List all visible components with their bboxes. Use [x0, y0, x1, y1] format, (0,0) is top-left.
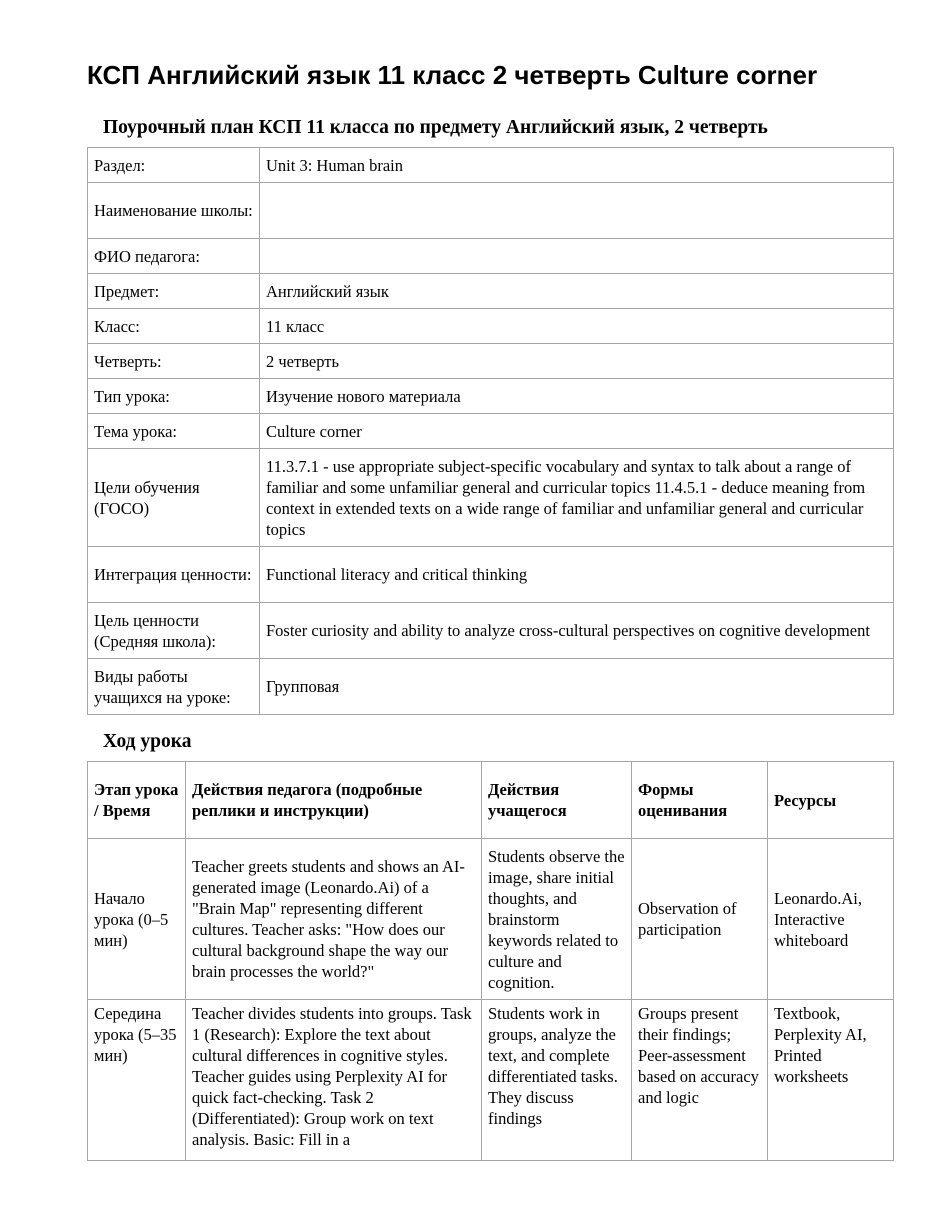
lesson-progress-table: [87, 761, 894, 1161]
lesson-progress-heading: Ход урока: [103, 731, 192, 752]
info-row-value-goal: [88, 603, 894, 659]
info-row-objectives: [88, 449, 894, 547]
info-value: Изучение нового материала: [260, 379, 894, 414]
table-row: [88, 839, 894, 1000]
info-value: [260, 239, 894, 274]
header-stage-time: Этап урока / Время: [88, 762, 186, 839]
teacher-actions-cell: Teacher greets students and shows an AI-generated image (Leonardo.Ai) of a "Brain Map" representing different cultures. Teacher asks: "How does our cultural background shape the way our brain processes the world?": [186, 839, 482, 1000]
info-row-value-integration: [88, 547, 894, 603]
info-label: Четверть:: [88, 344, 260, 379]
info-row-quarter: [88, 344, 894, 379]
info-label: ФИО педагога:: [88, 239, 260, 274]
info-value: Functional literacy and critical thinking: [260, 547, 894, 603]
info-value: Английский язык: [260, 274, 894, 309]
info-label: Цель ценности (Средняя школа):: [88, 603, 260, 659]
header-teacher-actions: Действия педагога (подробные реплики и инструкции): [186, 762, 482, 839]
assessment-cell: Observation of participation: [632, 839, 768, 1000]
info-label: Предмет:: [88, 274, 260, 309]
info-value: 11.3.7.1 - use appropriate subject-specific vocabulary and syntax to talk about a range of familiar and some unfamiliar general and curricular topics 11.4.5.1 - deduce meaning from context in extended texts on a wide range of familiar and unfamiliar general and curricular topics: [260, 449, 894, 547]
info-label: Интеграция ценности:: [88, 547, 260, 603]
page-title: КСП Английский язык 11 класс 2 четверть Culture corner: [87, 60, 818, 90]
stage-cell: Середина урока (5–35 мин): [88, 1000, 186, 1161]
resources-cell: Leonardo.Ai, Interactive whiteboard: [768, 839, 894, 1000]
info-row-section: [88, 148, 894, 183]
info-label: Виды работы учащихся на уроке:: [88, 659, 260, 715]
info-row-school: [88, 183, 894, 239]
info-value: 11 класс: [260, 309, 894, 344]
info-value: Foster curiosity and ability to analyze cross-cultural perspectives on cognitive development: [260, 603, 894, 659]
table-row: [88, 1000, 894, 1161]
stage-cell: Начало урока (0–5 мин): [88, 839, 186, 1000]
info-row-teacher: [88, 239, 894, 274]
info-row-grade: [88, 309, 894, 344]
header-assessment: Формы оценивания: [632, 762, 768, 839]
info-value: Culture corner: [260, 414, 894, 449]
assessment-cell: Groups present their findings; Peer-assessment based on accuracy and logic: [632, 1000, 768, 1161]
header-resources: Ресурсы: [768, 762, 894, 839]
header-student-actions: Действия учащегося: [482, 762, 632, 839]
info-label: Раздел:: [88, 148, 260, 183]
info-row-work-types: [88, 659, 894, 715]
info-row-topic: [88, 414, 894, 449]
info-label: Цели обучения (ГОСО): [88, 449, 260, 547]
student-actions-cell: Students work in groups, analyze the text, and complete differentiated tasks. They discuss findings: [482, 1000, 632, 1161]
student-actions-cell: Students observe the image, share initial thoughts, and brainstorm keywords related to culture and cognition.: [482, 839, 632, 1000]
info-row-lesson-type: [88, 379, 894, 414]
lesson-info-table: [87, 147, 894, 715]
info-label: Тип урока:: [88, 379, 260, 414]
info-label: Класс:: [88, 309, 260, 344]
info-value: Unit 3: Human brain: [260, 148, 894, 183]
plan-subtitle: Поурочный план КСП 11 класса по предмету Английский язык, 2 четверть: [103, 117, 768, 138]
info-value: [260, 183, 894, 239]
info-value: Групповая: [260, 659, 894, 715]
info-row-subject: [88, 274, 894, 309]
info-label: Наименование школы:: [88, 183, 260, 239]
resources-cell: Textbook, Perplexity AI, Printed worksheets: [768, 1000, 894, 1161]
table-header-row: [88, 762, 894, 839]
info-value: 2 четверть: [260, 344, 894, 379]
teacher-actions-cell: Teacher divides students into groups. Task 1 (Research): Explore the text about cultural differences in cognitive styles. Teacher guides using Perplexity AI for quick fact-checking. Task 2 (Differentiated): Group work on text analysis. Basic: Fill in a: [186, 1000, 482, 1161]
info-label: Тема урока:: [88, 414, 260, 449]
